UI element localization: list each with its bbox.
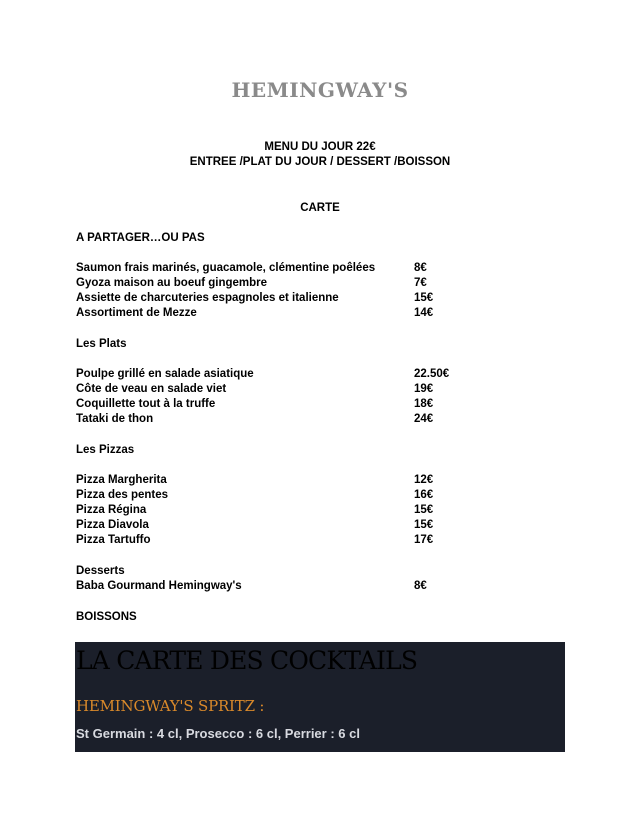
menu-item [76,413,476,428]
menu-item-price: 24€ [414,413,434,425]
cocktail-recipe: St Germain : 4 cl, Prosecco : 6 cl, Perrier : 6 cl [76,726,360,741]
menu-item-price: 22.50€ [414,368,450,380]
menu-item [76,398,476,413]
menu-item-price: 8€ [414,580,427,592]
menu-item-price: 16€ [414,489,434,501]
menu-item [76,504,476,519]
section-heading-desserts: Desserts [76,565,125,577]
menu-item-name: Coquillette tout à la truffe [76,398,216,410]
menu-item-price: 15€ [414,292,434,304]
menu-item [76,489,476,504]
menu-item-name: Pizza Diavola [76,519,149,531]
menu-item-price: 15€ [414,504,434,516]
cocktail-name: HEMINGWAY'S SPRITZ : [76,697,265,715]
menu-item [76,277,476,292]
menu-item [76,534,476,549]
menu-item-name: Saumon frais marinés, guacamole, clémentine poêlées [76,262,376,274]
menu-item-name: Assiette de charcuteries espagnoles et italienne [76,292,339,304]
menu-item-price: 19€ [414,383,434,395]
menu-item-name: Pizza des pentes [76,489,169,501]
menu-item [76,519,476,534]
menu-item [76,580,476,595]
menu-item [76,307,476,322]
menu-item [76,292,476,307]
menu-item-name: Assortiment de Mezze [76,307,197,319]
menu-item-name: Pizza Margherita [76,474,167,486]
menu-item [76,262,476,277]
menu-item-name: Baba Gourmand Hemingway's [76,580,242,592]
menu-item-name: Poulpe grillé en salade asiatique [76,368,254,380]
menu-item-name: Tataki de thon [76,413,154,425]
menu-item-price: 15€ [414,519,434,531]
cocktails-title: LA CARTE DES COCKTAILS [76,646,418,675]
menu-item [76,383,476,398]
menu-item-name: Pizza Tartuffo [76,534,151,546]
cocktails-panel [75,642,565,752]
menu-item-price: 14€ [414,307,434,319]
boissons-heading: BOISSONS [76,611,137,623]
menu-du-jour-composition: ENTREE /PLAT DU JOUR / DESSERT /BOISSON [189,156,451,168]
menu-item-name: Pizza Régina [76,504,147,516]
restaurant-title: HEMINGWAY'S [231,78,409,102]
section-heading-partager: A PARTAGER…OU PAS [76,232,205,244]
section-heading-plats: Les Plats [76,338,127,350]
menu-item-price: 8€ [414,262,427,274]
menu-item-price: 18€ [414,398,434,410]
menu-item-price: 12€ [414,474,434,486]
section-heading-pizzas: Les Pizzas [76,444,135,456]
carte-heading: CARTE [300,202,340,214]
menu-item-name: Gyoza maison au boeuf gingembre [76,277,268,289]
menu-item [76,368,476,383]
menu-item-name: Côte de veau en salade viet [76,383,227,395]
menu-du-jour-price: MENU DU JOUR 22€ [264,141,376,153]
menu-item-price: 7€ [414,277,427,289]
menu-item [76,474,476,489]
menu-item-price: 17€ [414,534,434,546]
